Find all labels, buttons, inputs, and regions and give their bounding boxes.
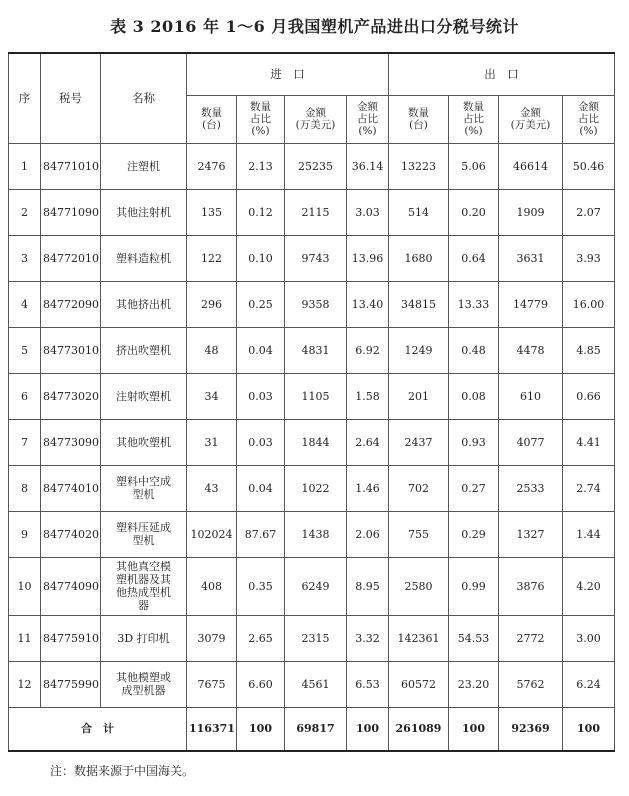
- row-import-qty: 122: [187, 235, 237, 281]
- row-export-amount-share: 16.00: [563, 281, 615, 327]
- row-import-qty: 31: [187, 419, 237, 465]
- row-import-amount: 4831: [285, 327, 347, 373]
- header-seq: 序: [9, 53, 41, 143]
- row-product-name: 其他模塑或 成型机器: [101, 661, 187, 707]
- row-tariff-code: 84774010: [41, 465, 101, 511]
- row-export-qty: 2437: [389, 419, 449, 465]
- row-export-qty: 755: [389, 511, 449, 557]
- row-export-qty-share: 0.48: [449, 327, 499, 373]
- table-row: [9, 373, 615, 419]
- total-row: [9, 707, 615, 751]
- table-row: [9, 281, 615, 327]
- row-import-qty-share: 0.35: [237, 557, 285, 615]
- row-import-qty-share: 0.25: [237, 281, 285, 327]
- row-export-amount: 2772: [499, 615, 563, 661]
- row-export-qty-share: 0.29: [449, 511, 499, 557]
- row-import-amount: 2115: [285, 189, 347, 235]
- row-export-amount-share: 3.00: [563, 615, 615, 661]
- row-import-amount: 6249: [285, 557, 347, 615]
- row-import-amount-share: 3.32: [347, 615, 389, 661]
- row-import-amount-share: 36.14: [347, 143, 389, 189]
- table-row: [9, 615, 615, 661]
- header-import-qty-share: 数量 占比 (%): [237, 95, 285, 143]
- total-export-qty-share: 100: [449, 707, 499, 751]
- row-export-qty: 1680: [389, 235, 449, 281]
- header-export-amount: 金额 (万美元): [499, 95, 563, 143]
- row-tariff-code: 84775910: [41, 615, 101, 661]
- row-import-qty: 135: [187, 189, 237, 235]
- row-product-name: 其他挤出机: [101, 281, 187, 327]
- row-import-amount: 1844: [285, 419, 347, 465]
- total-import-amount: 69817: [285, 707, 347, 751]
- row-export-qty: 142361: [389, 615, 449, 661]
- table-row: [9, 511, 615, 557]
- row-export-qty-share: 0.27: [449, 465, 499, 511]
- row-tariff-code: 84771010: [41, 143, 101, 189]
- row-product-name: 塑料压延成 型机: [101, 511, 187, 557]
- row-seq: 4: [9, 281, 41, 327]
- row-export-amount: 3631: [499, 235, 563, 281]
- row-import-qty: 7675: [187, 661, 237, 707]
- row-import-amount: 1022: [285, 465, 347, 511]
- row-import-qty-share: 6.60: [237, 661, 285, 707]
- row-product-name: 注射吹塑机: [101, 373, 187, 419]
- row-tariff-code: 84772010: [41, 235, 101, 281]
- row-product-name: 其他注射机: [101, 189, 187, 235]
- header-export-amount-share: 金额 占比 (%): [563, 95, 615, 143]
- table-row: [9, 327, 615, 373]
- row-seq: 8: [9, 465, 41, 511]
- row-export-qty-share: 23.20: [449, 661, 499, 707]
- row-seq: 5: [9, 327, 41, 373]
- row-import-amount-share: 2.06: [347, 511, 389, 557]
- row-import-qty: 2476: [187, 143, 237, 189]
- row-import-amount: 2315: [285, 615, 347, 661]
- row-export-qty: 201: [389, 373, 449, 419]
- table-row: [9, 189, 615, 235]
- row-tariff-code: 84773090: [41, 419, 101, 465]
- row-seq: 10: [9, 557, 41, 615]
- row-import-qty: 296: [187, 281, 237, 327]
- table-row: [9, 419, 615, 465]
- row-import-qty-share: 0.04: [237, 465, 285, 511]
- row-export-qty-share: 0.08: [449, 373, 499, 419]
- total-export-amount: 92369: [499, 707, 563, 751]
- row-export-amount-share: 1.44: [563, 511, 615, 557]
- row-export-amount: 1909: [499, 189, 563, 235]
- row-import-qty: 408: [187, 557, 237, 615]
- row-import-qty-share: 0.12: [237, 189, 285, 235]
- row-tariff-code: 84773020: [41, 373, 101, 419]
- row-import-amount-share: 13.40: [347, 281, 389, 327]
- row-import-amount-share: 1.58: [347, 373, 389, 419]
- row-seq: 2: [9, 189, 41, 235]
- total-export-qty: 261089: [389, 707, 449, 751]
- row-export-qty: 514: [389, 189, 449, 235]
- row-product-name: 3D 打印机: [101, 615, 187, 661]
- row-product-name: 注塑机: [101, 143, 187, 189]
- row-product-name: 挤出吹塑机: [101, 327, 187, 373]
- row-import-qty: 102024: [187, 511, 237, 557]
- header-code: 税号: [41, 53, 101, 143]
- row-tariff-code: 84775990: [41, 661, 101, 707]
- row-export-amount-share: 0.66: [563, 373, 615, 419]
- row-import-amount: 1438: [285, 511, 347, 557]
- row-tariff-code: 84774020: [41, 511, 101, 557]
- table-row: [9, 557, 615, 615]
- row-product-name: 其他吹塑机: [101, 419, 187, 465]
- row-import-qty: 43: [187, 465, 237, 511]
- row-export-qty-share: 54.53: [449, 615, 499, 661]
- row-import-amount-share: 3.03: [347, 189, 389, 235]
- row-import-qty: 48: [187, 327, 237, 373]
- row-export-amount-share: 50.46: [563, 143, 615, 189]
- row-export-qty-share: 0.64: [449, 235, 499, 281]
- row-export-amount-share: 4.85: [563, 327, 615, 373]
- header-name: 名称: [101, 53, 187, 143]
- row-seq: 11: [9, 615, 41, 661]
- table-row: [9, 465, 615, 511]
- row-export-amount: 3876: [499, 557, 563, 615]
- row-export-amount-share: 4.41: [563, 419, 615, 465]
- row-seq: 1: [9, 143, 41, 189]
- trade-statistics-table: [8, 52, 615, 752]
- row-product-name: 塑料中空成 型机: [101, 465, 187, 511]
- row-tariff-code: 84772090: [41, 281, 101, 327]
- row-export-qty: 702: [389, 465, 449, 511]
- row-import-amount: 4561: [285, 661, 347, 707]
- row-tariff-code: 84774090: [41, 557, 101, 615]
- row-export-qty-share: 0.20: [449, 189, 499, 235]
- table-row: [9, 235, 615, 281]
- row-import-amount-share: 6.92: [347, 327, 389, 373]
- footnote: 注：数据来源于中国海关。: [50, 764, 195, 778]
- row-import-qty: 34: [187, 373, 237, 419]
- row-export-qty: 1249: [389, 327, 449, 373]
- row-export-amount: 4077: [499, 419, 563, 465]
- row-product-name: 塑料造粒机: [101, 235, 187, 281]
- row-export-qty: 34815: [389, 281, 449, 327]
- row-seq: 9: [9, 511, 41, 557]
- header-export-qty-share: 数量 占比 (%): [449, 95, 499, 143]
- row-tariff-code: 84771090: [41, 189, 101, 235]
- row-export-amount-share: 4.20: [563, 557, 615, 615]
- row-export-qty: 2580: [389, 557, 449, 615]
- row-export-amount-share: 2.07: [563, 189, 615, 235]
- header-export-qty: 数量 (台): [389, 95, 449, 143]
- row-import-amount: 25235: [285, 143, 347, 189]
- row-import-qty-share: 0.10: [237, 235, 285, 281]
- row-import-amount-share: 1.46: [347, 465, 389, 511]
- total-import-qty: 116371: [187, 707, 237, 751]
- table-title: 表 3 2016 年 1～6 月我国塑机产品进出口分税号统计: [110, 17, 519, 36]
- row-export-qty-share: 0.99: [449, 557, 499, 615]
- row-product-name: 其他真空模 塑机器及其 他热成型机 器: [101, 557, 187, 615]
- row-export-qty-share: 13.33: [449, 281, 499, 327]
- row-export-amount-share: 2.74: [563, 465, 615, 511]
- row-import-amount: 1105: [285, 373, 347, 419]
- row-seq: 3: [9, 235, 41, 281]
- row-import-qty-share: 0.04: [237, 327, 285, 373]
- total-export-amount-share: 100: [563, 707, 615, 751]
- table-row: [9, 143, 615, 189]
- row-seq: 6: [9, 373, 41, 419]
- row-import-qty-share: 87.67: [237, 511, 285, 557]
- row-export-amount: 1327: [499, 511, 563, 557]
- row-seq: 7: [9, 419, 41, 465]
- header-import: 进 口: [187, 53, 389, 95]
- total-import-qty-share: 100: [237, 707, 285, 751]
- row-export-amount: 4478: [499, 327, 563, 373]
- row-import-amount: 9743: [285, 235, 347, 281]
- row-export-amount-share: 6.24: [563, 661, 615, 707]
- row-import-qty: 3079: [187, 615, 237, 661]
- header-import-amount-share: 金额 占比 (%): [347, 95, 389, 143]
- row-import-amount-share: 2.64: [347, 419, 389, 465]
- row-import-amount-share: 6.53: [347, 661, 389, 707]
- row-import-qty-share: 0.03: [237, 419, 285, 465]
- row-import-amount: 9358: [285, 281, 347, 327]
- row-export-qty: 60572: [389, 661, 449, 707]
- row-export-qty-share: 0.93: [449, 419, 499, 465]
- row-import-amount-share: 13.96: [347, 235, 389, 281]
- row-seq: 12: [9, 661, 41, 707]
- row-export-amount: 610: [499, 373, 563, 419]
- row-import-amount-share: 8.95: [347, 557, 389, 615]
- row-export-amount-share: 3.93: [563, 235, 615, 281]
- row-export-amount: 5762: [499, 661, 563, 707]
- row-import-qty-share: 0.03: [237, 373, 285, 419]
- table-row: [9, 661, 615, 707]
- total-label: 合 计: [9, 707, 187, 751]
- row-export-amount: 2533: [499, 465, 563, 511]
- row-export-qty: 13223: [389, 143, 449, 189]
- header-import-qty: 数量 (台): [187, 95, 237, 143]
- row-export-amount: 14779: [499, 281, 563, 327]
- row-import-qty-share: 2.13: [237, 143, 285, 189]
- row-import-qty-share: 2.65: [237, 615, 285, 661]
- row-export-amount: 46614: [499, 143, 563, 189]
- total-import-amount-share: 100: [347, 707, 389, 751]
- header-import-amount: 金额 (万美元): [285, 95, 347, 143]
- row-export-qty-share: 5.06: [449, 143, 499, 189]
- header-export: 出 口: [389, 53, 615, 95]
- row-tariff-code: 84773010: [41, 327, 101, 373]
